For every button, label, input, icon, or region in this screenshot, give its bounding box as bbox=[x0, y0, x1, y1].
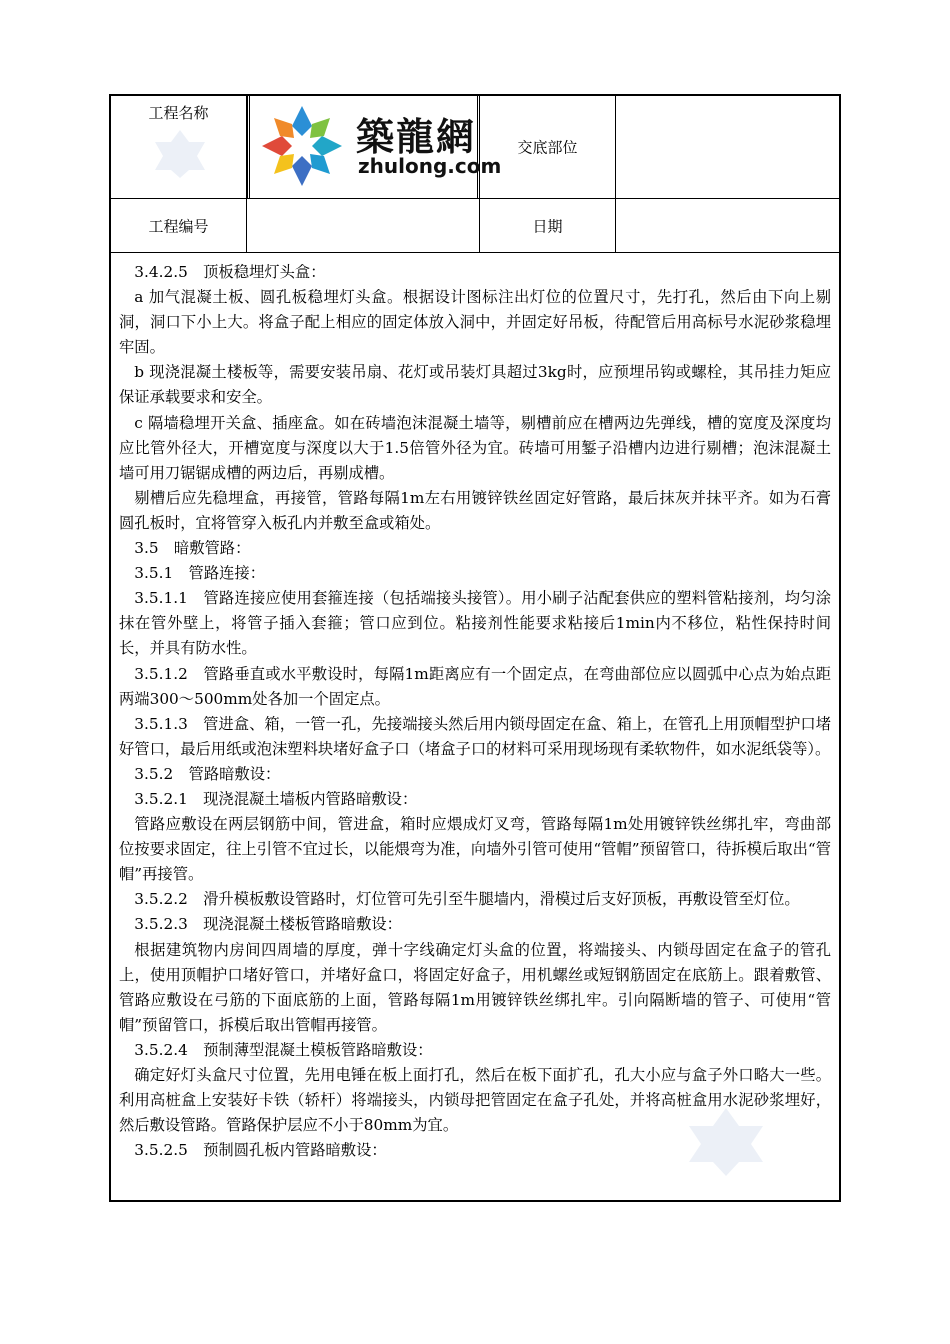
section-heading: 3.5.1 管路连接： bbox=[134, 564, 266, 583]
body-paragraph: b 现浇混凝土楼板等，需要安装吊扇、花灯或吊装灯具超过3kg时，应预埋吊钩或螺栓，其吊挂力矩应保证承载要求和安全。 bbox=[119, 363, 831, 407]
section-heading: 3.5.2 管路暗敷设： bbox=[134, 764, 281, 783]
handover-location-value-cell bbox=[616, 96, 841, 198]
body-paragraph: 剔槽后应先稳埋盒，再接管，管路每隔1m左右用镀锌铁丝固定好管路，最后抹灰并抹平齐。如为石膏圆孔板时，宜将管穿入板孔内并敷至盒或箱处。 bbox=[119, 488, 831, 532]
date-label: 日期 bbox=[532, 217, 563, 235]
logo-chinese-text: 築龍網 bbox=[356, 115, 477, 159]
logo-english-text: zhulong.com bbox=[358, 154, 502, 178]
zhulong-logo bbox=[260, 100, 502, 192]
date-value-cell bbox=[616, 199, 841, 252]
body-paragraph: 3.5.1.2 管路垂直或水平敷设时，每隔1m距离应有一个固定点，在弯曲部位应以圆弧中心点为始点距两端300～500mm处各加一个固定点。 bbox=[119, 664, 831, 708]
project-name-label: 工程名称 bbox=[148, 104, 209, 122]
project-number-label-cell bbox=[111, 199, 247, 252]
body-paragraph: 根据建筑物内房间四周墙的厚度，弹十字线确定灯头盒的位置，将端接头、内锁母固定在盒子的管孔上，使用顶帽护口堵好管口，并堵好盒口，将固定好盒子，用机螺丝或短钢筋固定在底筋上。跟着敷管、管路应敷设在弓筋的下面底筋的上面，管路每隔1m用镀锌铁丝绑扎牢。引向隔断墙的管子、可使用“管帽”预留管口，拆模后取出管帽再接管。 bbox=[119, 940, 831, 1034]
section-heading: 3.5.2.5 预制圆孔板内管路暗敷设： bbox=[134, 1141, 387, 1160]
section-heading: 3.5 暗敷管路： bbox=[134, 539, 251, 558]
body-paragraph: 管路应敷设在两层钢筋中间，管进盒，箱时应煨成灯叉弯，管路每隔1m处用镀锌铁丝绑扎牢，弯曲部位按要求固定，往上引管不宜过长，以能煨弯为准，向墙外引管可使用“管帽”预留管口，待拆模后取出“管帽”再接管。 bbox=[119, 815, 831, 884]
section-heading: 3.5.2.1 现浇混凝土墙板内管路暗敷设： bbox=[134, 789, 418, 808]
project-number-value-cell bbox=[247, 199, 480, 252]
logo-cell bbox=[247, 96, 502, 198]
section-heading: 3.5.2.3 现浇混凝土楼板管路暗敷设： bbox=[134, 915, 402, 934]
project-name-label-cell bbox=[111, 96, 247, 198]
body-paragraph: c 隔墙稳埋开关盒、插座盒。如在砖墙泡沫混凝土墙等，剔槽前应在槽两边先弹线，槽的宽度及深度均应比管外径大，开槽宽度与深度以大于1.5倍管外径为宜。砖墙可用錾子沿槽内边进行剔槽；泡沫混凝土墙可用刀锯锯成槽的两边后，再剔成槽。 bbox=[119, 413, 831, 482]
watermark-icon bbox=[681, 1106, 771, 1178]
date-label-cell bbox=[480, 199, 616, 252]
handover-location-label-cell bbox=[480, 96, 616, 198]
header-row-2 bbox=[111, 199, 839, 253]
section-heading: 3.4.2.5 顶板稳埋灯头盒： bbox=[134, 263, 326, 281]
body-paragraph: 确定好灯头盒尺寸位置，先用电锤在板上面打孔，然后在板下面扩孔，孔大小应与盒子外口略大一些。利用高桩盒上安装好卡铁（轿杆）将端接头，内锁母把管固定在盒子孔处，并将高桩盒用水泥砂浆埋好，然后敷设管路。管路保护层应不小于80mm为宜。 bbox=[119, 1066, 831, 1135]
section-heading: 3.5.2.4 预制薄型混凝土模板管路暗敷设： bbox=[134, 1040, 433, 1059]
body-paragraph: 3.5.1.1 管路连接应使用套箍连接（包括端接头接管）。用小刷子沾配套供应的塑料管粘接剂，均匀涂抹在管外壁上，将管子插入套箍；管口应到位。粘接剂性能要求粘接后1min内不移位，粘性保持时间长，并具有防水性。 bbox=[119, 589, 831, 658]
project-number-label: 工程编号 bbox=[148, 217, 209, 235]
watermark-icon bbox=[149, 128, 211, 180]
body-paragraph: 3.5.1.3 管进盒、箱，一管一孔，先接端接头然后用内锁母固定在盒、箱上，在管孔上用顶帽型护口堵好管口，最后用纸或泡沫塑料块堵好盒子口（堵盒子口的材料可采用现场现有柔软物件，如水泥纸袋等）。 bbox=[119, 714, 831, 758]
header-row-1 bbox=[111, 96, 839, 199]
handover-location-label: 交底部位 bbox=[517, 138, 578, 157]
technical-disclosure-form bbox=[109, 94, 841, 1202]
disclosure-content bbox=[111, 254, 839, 1200]
body-paragraph: 3.5.2.2 滑升模板敷设管路时，灯位管可先引至牛腿墙内，滑模过后支好顶板，再敷设管至灯位。 bbox=[134, 890, 800, 909]
zhulong-logo-icon bbox=[260, 104, 344, 188]
body-paragraph: a 加气混凝土板、圆孔板稳埋灯头盒。根据设计图标注出灯位的位置尺寸，先打孔，然后由下向上剔洞，洞口下小上大。将盒子配上相应的固定体放入洞中，并固定好吊板，待配管后用高标号水泥砂浆稳埋牢固。 bbox=[119, 288, 831, 357]
